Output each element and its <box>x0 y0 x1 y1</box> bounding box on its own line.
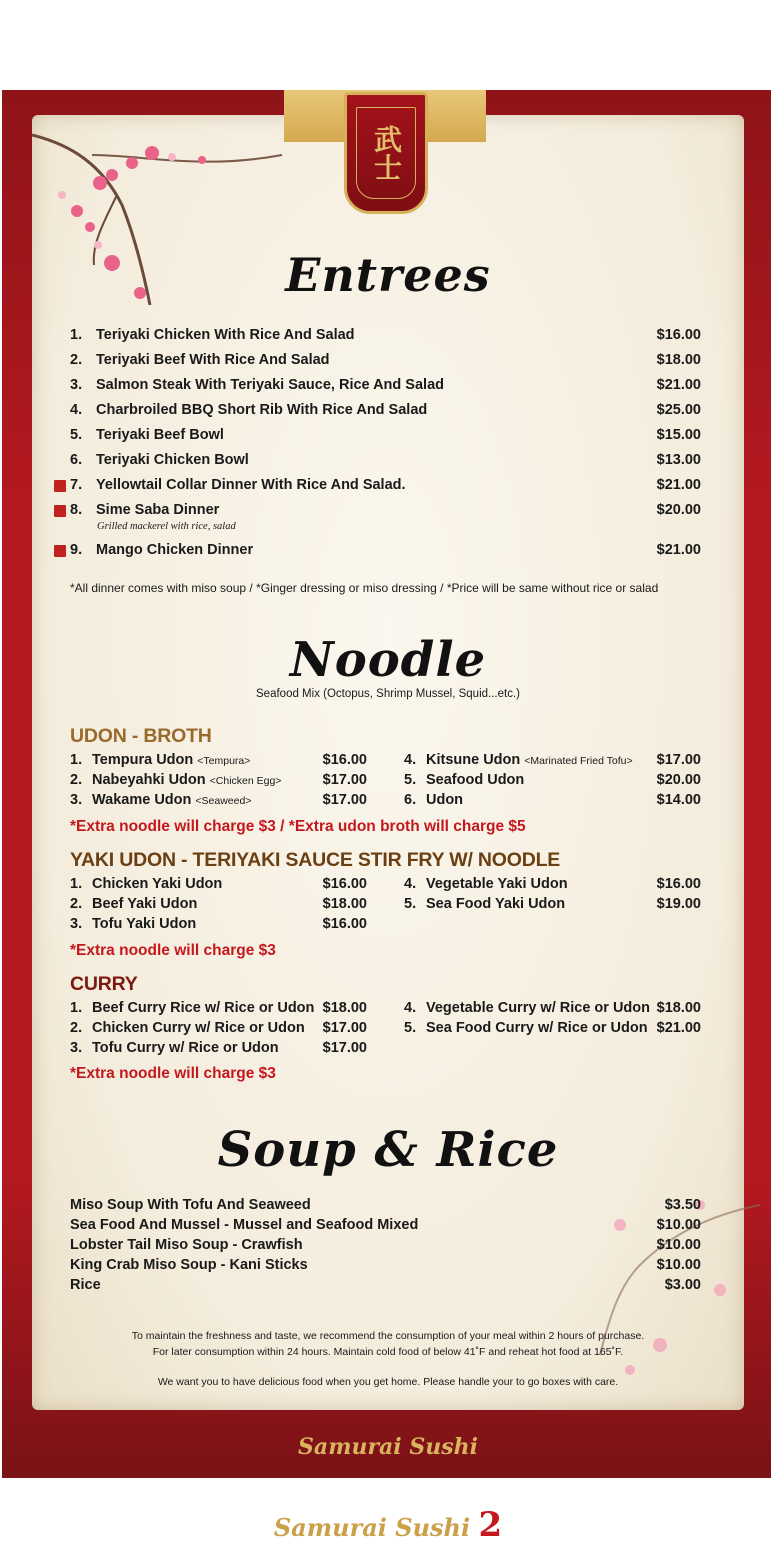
item-name: Tofu Curry w/ Rice or Udon <box>92 1040 279 1056</box>
soup-item-price: $3.50 <box>664 1197 701 1213</box>
yaki-extra-charge: *Extra noodle will charge $3 <box>70 942 276 959</box>
item-name: Nabeyahki Udon <box>92 772 206 788</box>
menu-item <box>404 772 524 788</box>
item-price: $18.00 <box>322 896 367 912</box>
item-price: $19.00 <box>656 896 701 912</box>
item-name: Kitsune Udon <box>426 752 521 768</box>
soup-item-price: $3.00 <box>664 1277 701 1293</box>
curry-title: CURRY <box>70 973 138 995</box>
item-name: Beef Curry Rice w/ Rice or Udon <box>92 1000 315 1016</box>
item-note: <Marinated Fried Tofu> <box>524 755 633 767</box>
entree-price: $21.00 <box>656 477 701 493</box>
menu-item <box>404 1020 648 1036</box>
item-number: 4. <box>404 876 417 892</box>
entrees-heading: Entrees <box>285 248 491 302</box>
menu-item <box>70 772 281 788</box>
entree-name: Mango Chicken Dinner <box>96 542 254 558</box>
item-price: $16.00 <box>322 876 367 892</box>
entree-name: Teriyaki Chicken With Rice And Salad <box>96 327 355 343</box>
item-number: 3. <box>70 916 83 932</box>
item-name: Vegetable Curry w/ Rice or Udon <box>426 1000 650 1016</box>
item-number: 4. <box>404 1000 417 1016</box>
menu-item <box>404 896 565 912</box>
noodle-heading: Noodle <box>289 632 487 688</box>
item-number: 6. <box>404 792 417 808</box>
samurai-stamp-icon <box>54 505 66 517</box>
entree-item <box>70 452 249 468</box>
yaki-udon-title: YAKI UDON - TERIYAKI SAUCE STIR FRY W/ NOODLE <box>70 849 561 871</box>
care-note: We want you to have delicious food when you get home. Please handle your to go boxes with care. <box>157 1376 619 1388</box>
item-price: $17.00 <box>322 1020 367 1036</box>
entree-name: Yellowtail Collar Dinner With Rice And Salad. <box>96 477 406 493</box>
menu-item <box>70 1020 305 1036</box>
item-name: Tempura Udon <box>92 752 194 768</box>
item-number: 4. <box>404 752 417 768</box>
item-price: $14.00 <box>656 792 701 808</box>
entree-price: $16.00 <box>656 327 701 343</box>
entree-number: 6. <box>70 452 83 468</box>
entree-price: $25.00 <box>656 402 701 418</box>
item-price: $16.00 <box>322 916 367 932</box>
item-price: $17.00 <box>656 752 701 768</box>
item-number: 1. <box>70 752 83 768</box>
menu-item <box>404 752 633 768</box>
entree-item <box>70 427 224 443</box>
item-name: Sea Food Curry w/ Rice or Udon <box>426 1020 648 1036</box>
item-number: 2. <box>70 772 83 788</box>
entree-item <box>70 477 406 493</box>
item-name: Vegetable Yaki Udon <box>426 876 568 892</box>
item-number: 2. <box>70 896 83 912</box>
entree-item <box>70 327 355 343</box>
entree-item <box>70 352 330 368</box>
item-price: $17.00 <box>322 792 367 808</box>
freshness-note-line1: To maintain the freshness and taste, we recommend the consumption of your meal within 2 hours of purchase. <box>131 1330 645 1342</box>
item-note: <Seaweed> <box>195 795 252 807</box>
seal-glyph: 武士 <box>370 125 403 181</box>
menu-item <box>404 792 463 808</box>
entree-description: Grilled mackerel with rice, salad <box>97 521 236 532</box>
entree-name: Sime Saba Dinner <box>96 502 220 518</box>
entree-number: 2. <box>70 352 83 368</box>
item-note: <Chicken Egg> <box>209 775 282 787</box>
udon-broth-title: UDON - BROTH <box>70 725 212 747</box>
item-name: Tofu Yaki Udon <box>92 916 197 932</box>
entree-number: 5. <box>70 427 83 443</box>
entree-item <box>70 502 219 518</box>
item-price: $17.00 <box>322 1040 367 1056</box>
entree-price: $18.00 <box>656 352 701 368</box>
item-price: $20.00 <box>656 772 701 788</box>
item-number: 3. <box>70 792 83 808</box>
entree-number: 4. <box>70 402 83 418</box>
item-name: Udon <box>426 792 464 808</box>
noodle-subtitle: Seafood Mix (Octopus, Shrimp Mussel, Squid...etc.) <box>256 688 520 700</box>
item-price: $16.00 <box>656 876 701 892</box>
item-price: $21.00 <box>656 1020 701 1036</box>
item-number: 5. <box>404 1020 417 1036</box>
soup-item-price: $10.00 <box>656 1257 701 1273</box>
menu-item <box>70 876 222 892</box>
item-price: $16.00 <box>322 752 367 768</box>
entree-name: Charbroiled BBQ Short Rib With Rice And Salad <box>96 402 428 418</box>
soup-item-name: King Crab Miso Soup - Kani Sticks <box>70 1257 308 1273</box>
entree-price: $21.00 <box>656 542 701 558</box>
menu-item <box>70 752 250 768</box>
entree-item <box>70 402 427 418</box>
entree-number: 9. <box>70 542 83 558</box>
entree-price: $20.00 <box>656 502 701 518</box>
soup-item-name: Miso Soup With Tofu And Seaweed <box>70 1197 311 1213</box>
menu-item <box>70 896 197 912</box>
menu-item <box>70 1000 314 1016</box>
item-name: Beef Yaki Udon <box>92 896 198 912</box>
entree-price: $13.00 <box>656 452 701 468</box>
item-number: 3. <box>70 1040 83 1056</box>
item-name: Wakame Udon <box>92 792 192 808</box>
item-number: 1. <box>70 1000 83 1016</box>
samurai-sushi-2-logo <box>0 1505 776 1545</box>
item-number: 2. <box>70 1020 83 1036</box>
samurai-seal-emblem <box>344 92 428 214</box>
item-number: 5. <box>404 772 417 788</box>
entree-item <box>70 542 253 558</box>
item-name: Chicken Curry w/ Rice or Udon <box>92 1020 305 1036</box>
entree-number: 8. <box>70 502 83 518</box>
entree-price: $15.00 <box>656 427 701 443</box>
udon-extra-charge: *Extra noodle will charge $3 / *Extra udon broth will charge $5 <box>70 818 526 835</box>
freshness-note-line2: For later consumption within 24 hours. Maintain cold food of below 41˚F and reheat hot food at 165˚F. <box>152 1346 624 1358</box>
entree-number: 1. <box>70 327 83 343</box>
item-price: $17.00 <box>322 772 367 788</box>
item-name: Seafood Udon <box>426 772 525 788</box>
samurai-sushi-logo: Samurai Sushi <box>298 1434 478 1460</box>
entree-name: Teriyaki Beef With Rice And Salad <box>96 352 330 368</box>
soup-item-price: $10.00 <box>656 1217 701 1233</box>
soup-item-name: Sea Food And Mussel - Mussel and Seafood Mixed <box>70 1217 419 1233</box>
curry-extra-charge: *Extra noodle will charge $3 <box>70 1065 276 1082</box>
samurai-stamp-icon <box>54 480 66 492</box>
item-price: $18.00 <box>656 1000 701 1016</box>
entree-number: 7. <box>70 477 83 493</box>
entrees-note: *All dinner comes with miso soup / *Ginger dressing or miso dressing / *Price will be same without rice or salad <box>70 581 659 595</box>
soup-item-name: Lobster Tail Miso Soup - Crawfish <box>70 1237 303 1253</box>
samurai-sushi-2-number: 2 <box>478 1505 503 1545</box>
item-name: Chicken Yaki Udon <box>92 876 223 892</box>
soup-item-price: $10.00 <box>656 1237 701 1253</box>
entree-name: Teriyaki Beef Bowl <box>96 427 224 443</box>
menu-item <box>70 916 196 932</box>
menu-item <box>70 1040 279 1056</box>
entree-name: Salmon Steak With Teriyaki Sauce, Rice And Salad <box>96 377 444 393</box>
item-price: $18.00 <box>322 1000 367 1016</box>
menu-item <box>404 876 568 892</box>
entree-number: 3. <box>70 377 83 393</box>
samurai-sushi-2-text: Samurai Sushi <box>273 1513 471 1542</box>
item-note: <Tempura> <box>197 755 251 767</box>
menu-item <box>70 792 251 808</box>
menu-item <box>404 1000 650 1016</box>
item-name: Sea Food Yaki Udon <box>426 896 566 912</box>
soup-item-name: Rice <box>70 1277 101 1293</box>
entree-name: Teriyaki Chicken Bowl <box>96 452 249 468</box>
item-number: 5. <box>404 896 417 912</box>
soup-rice-heading: Soup & Rice <box>217 1122 559 1178</box>
item-number: 1. <box>70 876 83 892</box>
entree-price: $21.00 <box>656 377 701 393</box>
entree-item <box>70 377 444 393</box>
samurai-stamp-icon <box>54 545 66 557</box>
